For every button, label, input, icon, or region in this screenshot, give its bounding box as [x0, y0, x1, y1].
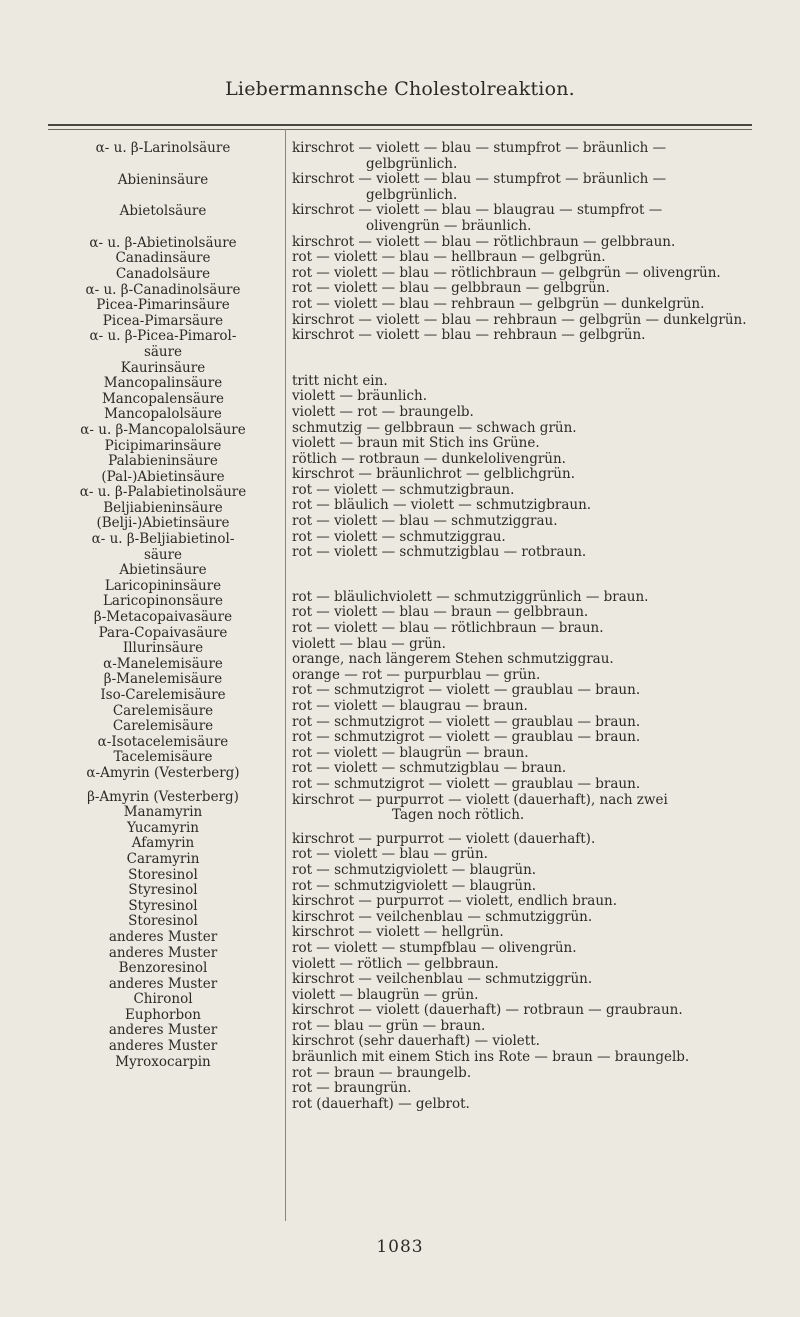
reaction-line: rot — violett — blau — rötlichbraun — gelbgrün — olivengrün.	[292, 264, 721, 281]
substance-name: α- u. β-Beljiabietinol-	[91, 531, 235, 548]
reaction-line: rot — violett — blau — rötlichbraun — braun.	[292, 620, 604, 637]
substance-name: Picea-Pimarsäure	[102, 312, 224, 329]
substance-name: α- u. β-Mancopalolsäure	[80, 421, 246, 438]
reaction-column	[292, 141, 754, 1112]
reaction-line: rot — violett — blau — braun — gelbbraun.	[292, 604, 589, 621]
substance-name: Mancopalinsäure	[103, 375, 223, 392]
substance-group-4	[48, 236, 278, 782]
reaction-line: violett — blau — grün.	[292, 635, 446, 652]
reaction-line: kirschrot — purpurrot — violett (dauerhaft), nach zwei	[292, 791, 668, 808]
reaction-line: violett — rot — braungelb.	[292, 403, 474, 420]
reaction-line: kirschrot (sehr dauerhaft) — violett.	[292, 1033, 540, 1050]
reaction-line: rot — violett — blaugrün — braun.	[292, 744, 529, 761]
substance-name: Iso-Carelemisäure	[100, 687, 226, 703]
reaction-line: rot — violett — blau — grün.	[292, 846, 488, 863]
substance-name: β-Manelemisäure	[103, 671, 223, 688]
reaction-line: orange — rot — purpurblau — grün.	[292, 666, 541, 683]
reaction-line: rot — schmutzigrot — violett — graublau — braun.	[292, 682, 641, 699]
column-divider	[285, 129, 286, 1221]
substance-name: Laricopinonsäure	[102, 593, 224, 610]
reaction-line: kirschrot — veilchenblau — schmutziggrün.	[292, 908, 593, 925]
substance-name: Manamyrin	[123, 804, 203, 821]
reaction-line: kirschrot — violett — blau — rötlichbraun — gelbbraun.	[292, 233, 676, 250]
reaction-line: violett — blaugrün — grün.	[292, 986, 479, 1003]
reaction-line: rot — schmutzigrot — violett — graublau — braun.	[292, 713, 641, 730]
substance-name: anderes Muster	[108, 975, 218, 992]
reaction-line: rot — bläulich — violett — schmutzigbraun.	[292, 497, 592, 514]
substance-name: Carelemisäure	[112, 702, 214, 719]
substance-name: säure	[143, 343, 183, 360]
reaction-line: rot — violett — schmutzigblau — braun.	[292, 760, 567, 777]
reaction-line: rot — violett — blau — gelbbraun — gelbgrün.	[292, 280, 610, 297]
substance-name: Abieninsäure	[117, 171, 209, 188]
substance-name: Picipimarinsäure	[104, 437, 222, 454]
reaction-line: rot — violett — schmutzigbraun.	[292, 481, 515, 498]
reaction-line: Tagen noch rötlich.	[392, 807, 525, 824]
reaction-line: tritt nicht ein.	[292, 372, 388, 389]
reaction-line: violett — braun mit Stich ins Grüne.	[292, 435, 540, 452]
reaction-line: olivengrün — bräunlich.	[366, 217, 532, 234]
substance-name: Benzoresinol	[118, 960, 208, 977]
substance-name: Beljiabieninsäure	[103, 499, 223, 516]
substance-name: Canadinsäure	[115, 250, 211, 267]
substance-name: α- u. β-Picea-Pimarol-	[89, 328, 237, 345]
substance-group-1	[48, 141, 278, 157]
substance-name: Canadolsäure	[115, 265, 211, 282]
reaction-line: kirschrot — veilchenblau — schmutziggrün.	[292, 971, 593, 988]
substance-name: β-Metacopaivasäure	[93, 609, 233, 626]
reaction-line: kirschrot — violett — blau — rehbraun — gelbgrün — dunkelgrün.	[292, 311, 747, 328]
substance-name: anderes Muster	[108, 1038, 218, 1055]
reaction-line: rot — schmutzigrot — violett — graublau — braun.	[292, 775, 641, 792]
reaction-line: kirschrot — purpurrot — violett (dauerhaft).	[292, 830, 596, 847]
substance-name: α-Isotacelemisäure	[97, 733, 229, 750]
substance-name: α- u. β-Abietinolsäure	[89, 234, 237, 251]
substance-name: Tacelemisäure	[113, 749, 213, 766]
reaction-line: rot — violett — schmutzigblau — rotbraun.	[292, 544, 587, 561]
substance-name: α- u. β-Larinolsäure	[95, 140, 231, 156]
substance-name: Mancopalensäure	[101, 390, 225, 407]
page-number: 1083	[376, 1237, 424, 1257]
reaction-line: violett — bräunlich.	[292, 388, 428, 405]
substance-name: (Pal-)Abietinsäure	[101, 468, 225, 485]
reaction-line: kirschrot — violett — blau — rehbraun — gelbgrün.	[292, 327, 646, 344]
substance-name: anderes Muster	[108, 928, 218, 945]
substance-name: Chironol	[133, 991, 193, 1008]
substance-name: α- u. β-Canadinolsäure	[85, 281, 241, 298]
reaction-line: rot — bläulichviolett — schmutziggrünlich — braun.	[292, 588, 649, 605]
reaction-block-1	[292, 141, 754, 344]
header-rule-thin	[48, 129, 752, 130]
substance-name: Picea-Pimarinsäure	[96, 297, 230, 314]
substance-name: Carelemisäure	[112, 718, 214, 735]
reaction-line: kirschrot — purpurrot — violett, endlich braun.	[292, 893, 618, 910]
substance-column	[48, 141, 278, 1070]
reaction-line: kirschrot — violett — hellgrün.	[292, 924, 504, 941]
substance-name: Storesinol	[128, 866, 198, 883]
reaction-line: rot — schmutzigrot — violett — graublau — braun.	[292, 729, 641, 746]
reaction-line: rot — violett — blaugrau — braun.	[292, 698, 528, 714]
substance-name: säure	[143, 546, 183, 563]
substance-name: Myroxocarpin	[115, 1053, 211, 1070]
reaction-line: rot — violett — stumpfblau — olivengrün.	[292, 939, 577, 956]
reaction-block-2	[292, 374, 754, 561]
substance-name: Yucamyrin	[127, 819, 199, 836]
substance-name: anderes Muster	[108, 944, 218, 961]
substance-name: Kaurinsäure	[120, 359, 206, 376]
reaction-line: rot — violett — schmutziggrau.	[292, 528, 506, 545]
reaction-line: rot — blau — grün — braun.	[292, 1017, 486, 1034]
page-header: Liebermannsche Cholestolreaktion.	[225, 78, 575, 100]
reaction-line: rot — violett — blau — hellbraun — gelbgrün.	[292, 249, 606, 266]
reaction-line: orange, nach längerem Stehen schmutziggrau.	[292, 651, 614, 668]
reaction-line: kirschrot — violett (dauerhaft) — rotbraun — graubraun.	[292, 1002, 683, 1019]
substance-group-5	[48, 790, 278, 1071]
reaction-line: rot — violett — blau — rehbraun — gelbgrün — dunkelgrün.	[292, 295, 705, 312]
reaction-line: kirschrot — violett — blau — blaugrau — stumpfrot —	[292, 202, 663, 219]
substance-name: Illurinsäure	[122, 640, 204, 657]
reaction-line: bräunlich mit einem Stich ins Rote — braun — braungelb.	[292, 1049, 690, 1066]
reaction-line: schmutzig — gelbbraun — schwach grün.	[292, 419, 577, 436]
substance-name: Afamyrin	[131, 835, 195, 852]
substance-name: Styresinol	[128, 897, 198, 914]
substance-name: α- u. β-Palabietinolsäure	[79, 484, 247, 501]
reaction-line: rot — schmutzigviolett — blaugrün.	[292, 861, 537, 878]
substance-name: (Belji-)Abietinsäure	[96, 515, 230, 532]
substance-name: Abietolsäure	[119, 203, 207, 220]
substance-name: Laricopininsäure	[104, 577, 222, 594]
reaction-line: rot — schmutzigviolett — blaugrün.	[292, 877, 537, 894]
substance-group-2	[48, 173, 278, 189]
reaction-line: rot (dauerhaft) — gelbrot.	[292, 1095, 470, 1112]
reaction-line: kirschrot — violett — blau — stumpfrot — bräunlich —	[292, 140, 667, 156]
substance-name: Palabieninsäure	[108, 453, 218, 470]
reaction-line: gelbgrünlich.	[366, 155, 458, 172]
substance-name: Storesinol	[128, 913, 198, 930]
substance-name: Mancopalolsäure	[104, 406, 222, 423]
substance-name: β-Amyrin (Vesterberg)	[87, 788, 239, 805]
substance-name: Para-Copaivasäure	[98, 624, 228, 641]
substance-name: Euphorbon	[125, 1006, 201, 1023]
reaction-line: violett — rötlich — gelbbraun.	[292, 955, 499, 972]
substance-name: α-Amyrin (Vesterberg)	[86, 764, 240, 781]
reaction-line: kirschrot — bräunlichrot — gelblichgrün.	[292, 466, 575, 483]
reaction-line: gelbgrünlich.	[366, 186, 458, 203]
reaction-line: rötlich — rotbraun — dunkelolivengrün.	[292, 450, 566, 467]
reaction-block-4	[292, 832, 754, 1113]
substance-name: α-Manelemisäure	[103, 655, 223, 672]
substance-group-3	[48, 204, 278, 220]
reaction-line: rot — braun — braungelb.	[292, 1064, 472, 1081]
substance-name: Abietinsäure	[119, 562, 207, 579]
substance-name: anderes Muster	[108, 1022, 218, 1039]
header-rule-thick	[48, 124, 752, 126]
substance-name: Caramyrin	[126, 850, 200, 867]
reaction-block-3	[292, 590, 754, 824]
reaction-line: rot — braungrün.	[292, 1080, 412, 1097]
reaction-line: kirschrot — violett — blau — stumpfrot — bräunlich —	[292, 171, 667, 188]
reaction-line: rot — violett — blau — schmutziggrau.	[292, 513, 558, 530]
substance-name: Styresinol	[128, 882, 198, 899]
